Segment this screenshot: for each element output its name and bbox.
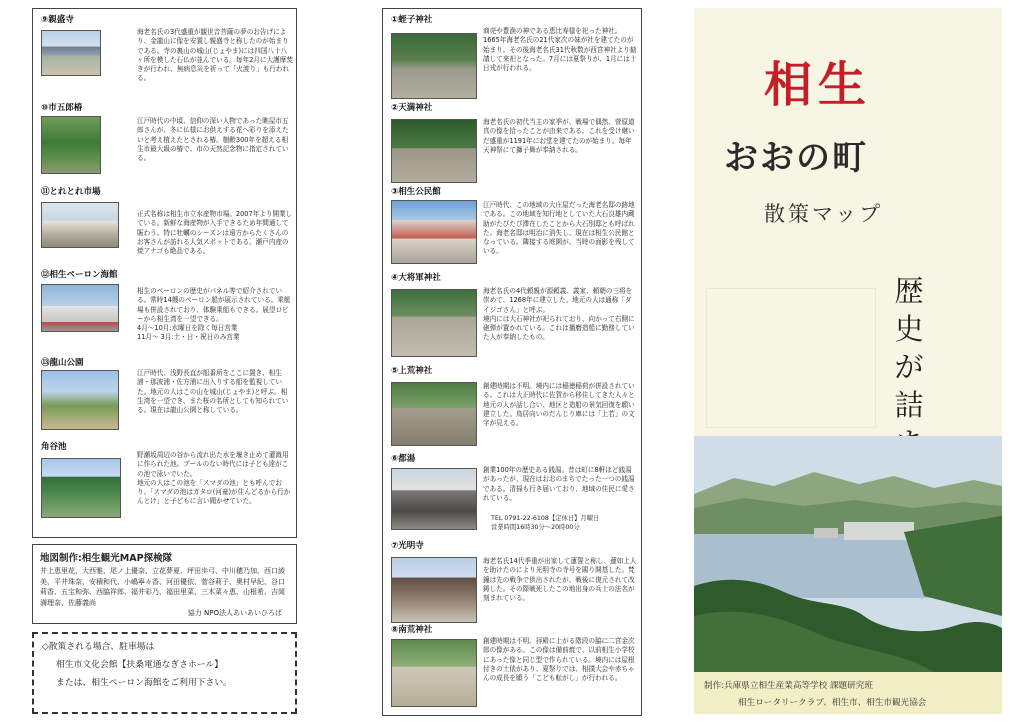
spot-description: 正式名称は相生市立水産物市場。2007年より開業している。新鮮な海産物が入手できるため年間通して賑わう。特に牡蠣のシーズンは遠方からたくさんのお客さんが訪れる人気スポットである。瀬戸内産の焼アナゴも絶品である。	[137, 210, 293, 256]
spot-description: 相生のペーロンの歴史がパネル等で紹介されている。常時14艘のペーロン船が展示されている。乗艇場も併設されており、体験乗船もできる。展望ロビーから相生湾を一望できる。 4月〜10月:水曜日を除く毎日営業 11月〜 3月:土・日・祝日のみ営業	[137, 287, 291, 342]
spot-description: 江戸時代、この地域の大庄屋だった海老名邸の跡地である。この地域を知行地としていた大石良雄内蔵助がたびたび滞在したことから大石別邸とも呼ばれた。海老名邸は明治に消失し、現在は相生公民館となっている。隣接する庭園が、当時の面影を残している。	[483, 201, 635, 256]
cover-catchphrase: 歴史が詰	[894, 274, 924, 422]
spot-photo	[41, 202, 119, 248]
spot-title: ⑤上荒神社	[391, 366, 433, 376]
spot-description: 海老名氏14代季重が出家して蓮誓と称し、蓮如上人を助けたのにより光明寺の寺号を賜り開基した。梵鐘は先の戦争で供出されたが、戦後に復元されて改鋳した。その際戦死したこの地出身の兵士の法名が刻まれている。	[483, 557, 637, 603]
cover-title-aioi: 相生	[764, 57, 873, 113]
spot-title: ⑧南荒神社	[391, 625, 433, 635]
spot-photo	[391, 33, 477, 99]
spot-photo	[41, 458, 121, 518]
spot-photo	[41, 116, 101, 174]
spot-photo	[41, 370, 119, 430]
credits-title: 地図制作:相生観光MAP探検隊	[40, 553, 173, 564]
spot-description: 江戸時代の中頃、信仰の深い人物であった眺屋市五郎さんが、冬に仏様にお供えする花へ彩りを添えたいと考え植えたとされる椿。樹齢300年を超える相生市最大級の椿で、市の天然記念物に指定されている。	[137, 117, 289, 163]
spot-title: ⑬龍山公園	[41, 358, 84, 368]
spot-photo	[391, 200, 477, 264]
spot-description: 海老名氏の4代頼親が源頼義、義家、頼朝の三将を崇めて、1268年に建立した。地元の人は通称「ダイジゴさん」と呼ぶ。 境内には大石神社が祀られており、向かって右側に砲弾が置かれている。これは播磨造船に勤務していた人が奉納したもの。	[483, 287, 635, 342]
left-spot-panel	[32, 8, 297, 538]
spot-description: 野瀬坂周辺の谷から流れ出た水を堰き止めて灌漑用に作られた池。プールのない時代には子ども達がこの池で泳いでいた。 地元の人はこの池を「スマダの池」とも呼んでおり、「スマダの池はガタロ(河童)が住んどるから行かんとけ」と子どもに言い聞かせていた。	[137, 451, 291, 506]
spot-photo	[391, 289, 477, 357]
cover-credit-band	[694, 672, 1002, 714]
parking-line-1: ◇散策される場合、駐車場は	[42, 642, 155, 652]
cover-panel	[694, 8, 1002, 714]
spot-photo	[391, 382, 477, 446]
map-credits-box	[32, 544, 297, 624]
spot-title: ⑦光明寺	[391, 541, 424, 551]
spot-photo	[391, 468, 477, 530]
middle-spot-panel	[382, 8, 642, 716]
spot-description: 江戸時代、浅野長直が船番所をここに置き、相生浦・那波浦・佐方浦に出入りする船を監視していた。地元の人はこの山を城山(じょやま)と呼ぶ。相生湾を一望でき、また桜の名所としても知られている。現在は龍山公園と称している。	[137, 369, 289, 415]
spot-title: ⑩市五郎椿	[41, 103, 83, 113]
spot-description: 創建時期は不明。境内には稲徳稲荷が併設されている。これは大正時代に佐賀から移住してきた人々と地元の人が話し合い、地区と造船の景気回復を願い建立した。鳥居向いのだんじり庫には「上若」の文字が見える。	[483, 382, 635, 428]
bathhouse-hours: TEL 0791-22-6108【定休日】月曜日 営業時間16時30分〜20時00分	[491, 515, 600, 532]
parking-line-3: または、相生ペーロン海館をご利用下さい。	[56, 678, 232, 688]
spot-title: ⑨親盛寺	[41, 15, 74, 25]
parking-line-2: 相生市文化会館【扶桑電通なぎさホール】	[56, 660, 223, 670]
spot-description: 創建時期は不明。拝殿に上がる階段の脇に二宮金次郎の像がある。この像は備前焼で、以前相生小学校にあった像と同じ型で作られている。境内には屋根付きの土俵があり、夏祭りでは、相撲大会や赤ちゃんの成長を願う「こども転がし」が行われる。	[483, 637, 635, 683]
spot-title: ⑥都湯	[391, 454, 416, 464]
background-map-illustration	[706, 288, 876, 428]
spot-photo	[391, 119, 477, 183]
spot-title: ④大将軍神社	[391, 273, 441, 283]
spot-photo	[41, 30, 101, 76]
parking-info-box	[32, 632, 297, 714]
spot-description: 海老名氏の初代当主の家季が、戦場で偶然、菅原道真の像を拾ったことが由来である。これを受け継いだ盛重が1191年にお堂を建てたのが始まり。毎年天神祭にて獅子舞が奉納される。	[483, 118, 635, 154]
spot-photo	[41, 284, 119, 332]
cover-title-oonomachi: おおの町	[724, 138, 868, 178]
aioi-bay-landscape	[694, 436, 1002, 672]
cover-bay-photo	[694, 436, 1002, 672]
spot-description: 海老名氏の3代盛重が観世音菩薩の夢のお告げにより、金龍山に像を安置し親盛寺と称したのが始まりである。寺の裏山の城山(じょやま)には四国八十八ヶ所を模した石仏が並んでいる。毎年2月に大護摩焚きが行われ、無病息災を祈って「火渡り」も行われる。	[137, 28, 293, 83]
spot-description: 商売や豊漁の神である恵比寿様を祀った神社。1665年海老名氏の21代家次の妹が社を建てたのが始まり。その後海老名氏31代秋数が西宮神社より勧請して来祀となった。7月には夏祭りが、1月には十日戎が行われる。	[483, 27, 637, 73]
spot-title: ①蛭子神社	[391, 15, 433, 25]
credits-cooperation: 協力 NPO法人あいあいひろば	[187, 609, 282, 617]
cover-title-walking-map: 散策マップ	[764, 202, 884, 226]
spot-title: ③相生公民館	[391, 187, 441, 197]
spot-photo	[391, 557, 477, 623]
spot-title: ⑫相生ペーロン海館	[41, 270, 118, 280]
spot-photo	[391, 639, 477, 707]
cover-cooperation-credit: 相生ロータリークラブ、相生市、相生市観光協会	[738, 698, 927, 708]
spot-description: 創業100年の歴史ある銭湯。昔は町に8軒ほど銭湯があったが、現在はおおのまちでたった一つの銭湯である。清掃も行き届いており、地域の住民に愛されている。	[483, 466, 635, 502]
credits-names: 井上恵里花、大西雅、尾ノ上優奈、立花夢夏、坪田歩弓、中川穂乃加、西口綾美、平井珠奈、安積和代、小嶋寧々香、河田優依、菅谷莉子、奥村早紀、谷口莉香、五宝和弥、西脇祥郎、福井彩乃、福田里菜、三木菜々恵、山根希、吉岡満理奈、佐藤義尚	[40, 567, 285, 607]
cover-production-credit: 制作:兵庫県立相生産業高等学校 課題研究班	[704, 681, 873, 691]
spot-title: ②天満神社	[391, 103, 433, 113]
spot-title: ⑪とれとれ市場	[41, 187, 101, 197]
spot-title: 角谷池	[41, 442, 67, 452]
